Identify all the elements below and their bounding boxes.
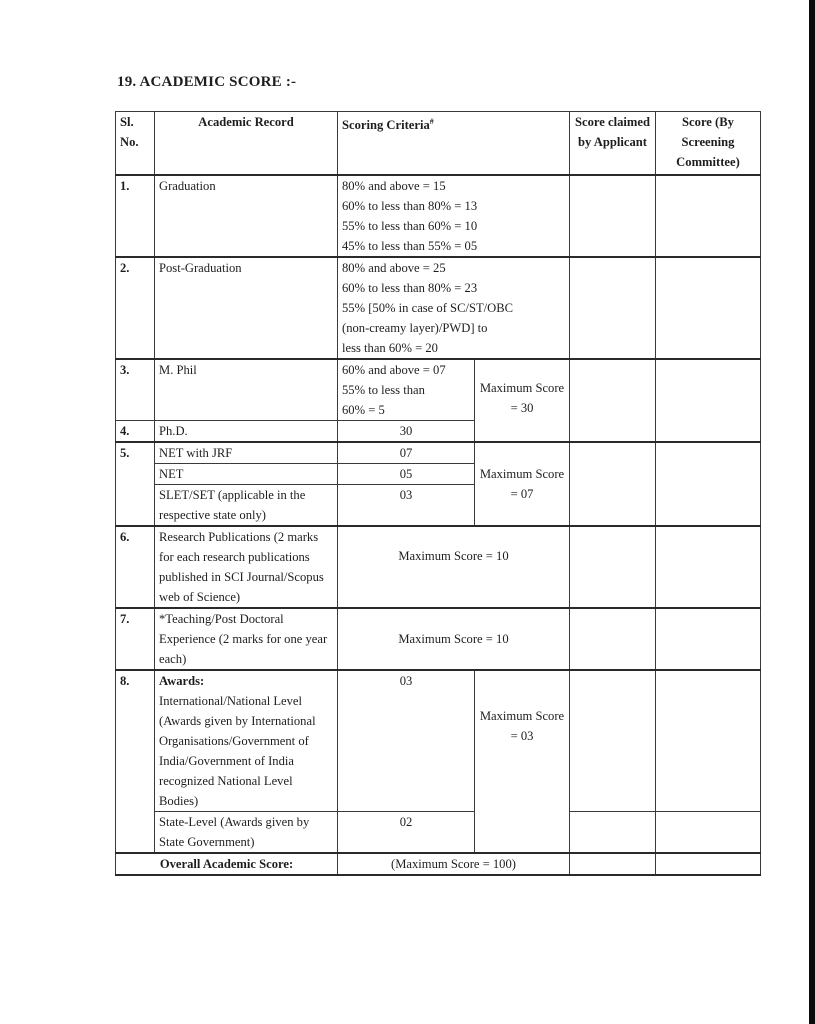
section-title: 19. ACADEMIC SCORE :- [117,74,297,90]
criteria-line: 60% to less than 80% = 13 [342,198,478,213]
score-committee-cell[interactable] [656,811,761,853]
header-score-committee: Score (By Screening Committee) [656,112,761,175]
sl-no: 2. [116,257,155,359]
maximum-score-cell: Maximum Score = 03 [475,670,570,853]
sl-no: 4. [116,420,155,442]
header-academic-record: Academic Record [155,112,338,175]
academic-record: *Teaching/Post Doctoral Experience (2 marks for one year each) [155,608,338,670]
score-committee-cell[interactable] [656,608,761,670]
criteria-value: 03 [338,670,475,812]
criteria-value: 02 [338,811,475,853]
sl-no: 3. [116,359,155,421]
academic-score-table [115,111,761,876]
score-claimed-cell[interactable] [570,526,656,608]
criteria-line: 60% to less than 80% = 23 [342,280,478,295]
sl-no: 5. [116,442,155,526]
awards-description: International/National Level (Awards given by International Organisations/Government of India/Government of India recognized National Level Bodies) [159,693,316,808]
score-committee-cell[interactable] [656,359,761,442]
criteria-value: 07 [338,442,475,464]
score-claimed-cell[interactable] [570,257,656,359]
sl-no: 6. [116,526,155,608]
academic-record: Ph.D. [155,420,338,442]
criteria-line: 80% and above = 25 [342,260,446,275]
criteria-value: 30 [338,420,475,442]
criteria-value: 03 [338,484,475,526]
criteria-line: 55% to less than 60% = 10 [342,218,478,233]
criteria-line: 55% [50% in case of SC/ST/OBC [342,300,514,315]
score-claimed-cell[interactable] [570,670,656,812]
academic-record: Graduation [155,175,338,257]
header-row [116,112,761,175]
table-row-teaching [116,608,761,670]
table-row-state-awards [116,811,761,853]
table-row-awards [116,670,761,812]
maximum-score-cell: Maximum Score = 10 [338,608,570,670]
scoring-criteria [338,257,570,359]
table-row-net-jrf [116,442,761,464]
table-row-post-graduation [116,257,761,359]
table-row-graduation [116,175,761,257]
score-claimed-cell[interactable] [570,359,656,442]
criteria-line: 45% to less than 55% = 05 [342,238,478,253]
scoring-criteria [338,175,570,257]
score-committee-cell[interactable] [656,257,761,359]
criteria-line: less than 60% = 20 [342,340,438,355]
sl-no: 7. [116,608,155,670]
score-committee-cell[interactable] [656,670,761,812]
score-claimed-cell[interactable] [570,811,656,853]
academic-record: Post-Graduation [155,257,338,359]
score-committee-cell[interactable] [656,526,761,608]
scan-edge [809,0,815,1024]
academic-record: M. Phil [155,359,338,421]
criteria-line: 60% = 5 [342,402,385,417]
sl-no: 8. [116,670,155,853]
academic-score-table-wrap [115,111,760,876]
maximum-score-cell: Maximum Score = 10 [338,526,570,608]
score-claimed-cell[interactable] [570,175,656,257]
academic-record [155,670,338,812]
overall-maximum: (Maximum Score = 100) [338,853,570,875]
score-committee-cell[interactable] [656,853,761,875]
academic-record: Research Publications (2 marks for each research publications published in SCI Journal/Scopus web of Science) [155,526,338,608]
sl-no: 1. [116,175,155,257]
criteria-value: 05 [338,463,475,484]
table-row-research [116,526,761,608]
table-row-mphil [116,359,761,421]
maximum-score-cell: Maximum Score = 30 [475,359,570,442]
header-criteria-mark: # [429,117,434,126]
score-claimed-cell[interactable] [570,608,656,670]
academic-record: SLET/SET (applicable in the respective state only) [155,484,338,526]
score-claimed-cell[interactable] [570,853,656,875]
score-committee-cell[interactable] [656,442,761,526]
header-sl-no: Sl. No. [116,112,155,175]
overall-label: Overall Academic Score: [116,853,338,875]
academic-record: State-Level (Awards given by State Government) [155,811,338,853]
header-scoring-criteria [338,112,570,175]
criteria-line: 80% and above = 15 [342,178,446,193]
score-claimed-cell[interactable] [570,442,656,526]
scoring-criteria [338,359,475,421]
criteria-line: 60% and above = 07 [342,362,446,377]
criteria-line: 55% to less than [342,382,425,397]
table-row-overall [116,853,761,875]
awards-heading: Awards: [159,673,205,688]
maximum-score-cell: Maximum Score = 07 [475,442,570,526]
academic-record: NET [155,463,338,484]
score-committee-cell[interactable] [656,175,761,257]
header-score-claimed: Score claimed by Applicant [570,112,656,175]
academic-record: NET with JRF [155,442,338,464]
criteria-line: (non-creamy layer)/PWD] to [342,320,488,335]
header-criteria-label: Scoring Criteria [342,118,430,133]
